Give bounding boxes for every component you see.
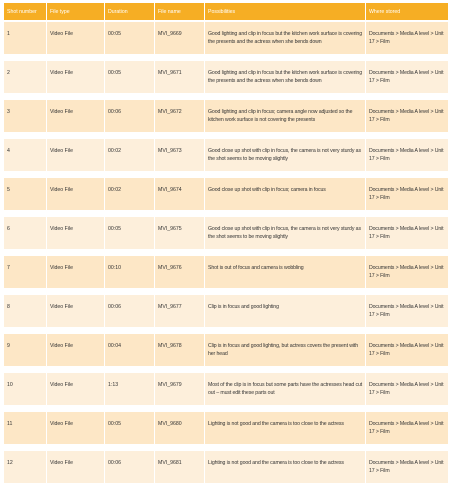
header-where-stored: Where stored <box>366 3 448 22</box>
cell-duration: 00:05 <box>105 61 154 100</box>
cell-shot-number: 8 <box>4 295 46 334</box>
table-row <box>4 22 448 61</box>
cell-duration: 1:13 <box>105 373 154 412</box>
cell-possibilities: Most of the clip is in focus but some parts have the actresses head cut out – must edit these parts out <box>205 373 365 412</box>
cell-shot-number: 1 <box>4 22 46 61</box>
shot-log-sheet <box>3 3 449 490</box>
cell-file-name: MVI_9677 <box>155 295 204 334</box>
cell-file-name: MVI_9675 <box>155 217 204 256</box>
cell-file-type: Video File <box>47 295 104 334</box>
cell-duration: 00:02 <box>105 178 154 217</box>
cell-duration: 00:06 <box>105 451 154 490</box>
cell-shot-number: 11 <box>4 412 46 451</box>
cell-file-name: MVI_9679 <box>155 373 204 412</box>
cell-shot-number: 2 <box>4 61 46 100</box>
cell-where-stored: Documents > Media A level > Unit 17 > Film <box>366 373 448 412</box>
cell-file-type: Video File <box>47 256 104 295</box>
cell-where-stored: Documents > Media A level > Unit 17 > Film <box>366 451 448 490</box>
cell-file-type: Video File <box>47 22 104 61</box>
table-row <box>4 295 448 334</box>
cell-where-stored: Documents > Media A level > Unit 17 > Film <box>366 334 448 373</box>
cell-file-name: MVI_9678 <box>155 334 204 373</box>
cell-where-stored: Documents > Media A level > Unit 17 > Film <box>366 61 448 100</box>
header-file-type: File type <box>47 3 104 22</box>
cell-file-name: MVI_9676 <box>155 256 204 295</box>
cell-possibilities: Good close up shot with clip in focus, the camera is not very sturdy as the shot seems to be moving slightly <box>205 217 365 256</box>
cell-possibilities: Good lighting and clip in focus but the kitchen work surface is covering the presents and the actress when she bends down <box>205 22 365 61</box>
cell-where-stored: Documents > Media A level > Unit 17 > Film <box>366 139 448 178</box>
cell-duration: 00:05 <box>105 217 154 256</box>
cell-file-type: Video File <box>47 334 104 373</box>
table-body <box>4 22 448 490</box>
table-row <box>4 217 448 256</box>
cell-duration: 00:06 <box>105 100 154 139</box>
cell-file-name: MVI_9673 <box>155 139 204 178</box>
table-row <box>4 61 448 100</box>
cell-possibilities: Good close up shot with clip in focus; camera in focus <box>205 178 365 217</box>
cell-possibilities: Lighting is not good and the camera is too close to the actress <box>205 451 365 490</box>
cell-file-name: MVI_9680 <box>155 412 204 451</box>
cell-possibilities: Good close up shot with clip in focus, the camera is not very sturdy as the shot seems to be moving slightly <box>205 139 365 178</box>
cell-file-name: MVI_9681 <box>155 451 204 490</box>
table-row <box>4 139 448 178</box>
cell-where-stored: Documents > Media A level > Unit 17 > Film <box>366 22 448 61</box>
cell-duration: 00:10 <box>105 256 154 295</box>
cell-shot-number: 12 <box>4 451 46 490</box>
table-row <box>4 334 448 373</box>
cell-duration: 00:05 <box>105 412 154 451</box>
table-header <box>4 3 448 22</box>
shot-log-table <box>3 3 449 490</box>
cell-file-type: Video File <box>47 217 104 256</box>
cell-file-name: MVI_9672 <box>155 100 204 139</box>
cell-shot-number: 10 <box>4 373 46 412</box>
cell-shot-number: 9 <box>4 334 46 373</box>
cell-possibilities: Clip is in focus and good lighting, but actress covers the present with her head <box>205 334 365 373</box>
cell-possibilities: Good lighting and clip in focus; camera angle now adjusted so the kitchen work surface is not covering the presents <box>205 100 365 139</box>
cell-duration: 00:05 <box>105 22 154 61</box>
header-shot-number: Shot number <box>4 3 46 22</box>
cell-duration: 00:06 <box>105 295 154 334</box>
cell-shot-number: 4 <box>4 139 46 178</box>
cell-file-name: MVI_9671 <box>155 61 204 100</box>
table-row <box>4 373 448 412</box>
cell-where-stored: Documents > Media A level > Unit 17 > Film <box>366 217 448 256</box>
cell-possibilities: Lighting is not good and the camera is too close to the actress <box>205 412 365 451</box>
header-row <box>4 3 448 22</box>
table-row <box>4 100 448 139</box>
cell-where-stored: Documents > Media A level > Unit 17 > Film <box>366 178 448 217</box>
cell-file-type: Video File <box>47 139 104 178</box>
cell-possibilities: Clip is in focus and good lighting <box>205 295 365 334</box>
header-duration: Duration <box>105 3 154 22</box>
cell-shot-number: 6 <box>4 217 46 256</box>
table-row <box>4 412 448 451</box>
cell-shot-number: 5 <box>4 178 46 217</box>
cell-where-stored: Documents > Media A level > Unit 17 > Film <box>366 256 448 295</box>
cell-file-type: Video File <box>47 100 104 139</box>
cell-shot-number: 3 <box>4 100 46 139</box>
cell-possibilities: Good lighting and clip in focus but the kitchen work surface is covering the presents and the actress when she bends down <box>205 61 365 100</box>
cell-where-stored: Documents > Media A level > Unit 17 > Film <box>366 295 448 334</box>
cell-duration: 00:02 <box>105 139 154 178</box>
cell-shot-number: 7 <box>4 256 46 295</box>
table-row <box>4 451 448 490</box>
table-row <box>4 178 448 217</box>
cell-file-type: Video File <box>47 61 104 100</box>
table-row <box>4 256 448 295</box>
cell-where-stored: Documents > Media A level > Unit 17 > Film <box>366 100 448 139</box>
cell-file-type: Video File <box>47 373 104 412</box>
cell-file-name: MVI_9674 <box>155 178 204 217</box>
cell-file-type: Video File <box>47 451 104 490</box>
header-file-name: File name <box>155 3 204 22</box>
cell-file-type: Video File <box>47 412 104 451</box>
cell-where-stored: Documents > Media A level > Unit 17 > Film <box>366 412 448 451</box>
cell-file-type: Video File <box>47 178 104 217</box>
header-possibilities: Possibilities <box>205 3 365 22</box>
cell-file-name: MVI_9669 <box>155 22 204 61</box>
cell-duration: 00:04 <box>105 334 154 373</box>
cell-possibilities: Shot is out of focus and camera is wobbling <box>205 256 365 295</box>
